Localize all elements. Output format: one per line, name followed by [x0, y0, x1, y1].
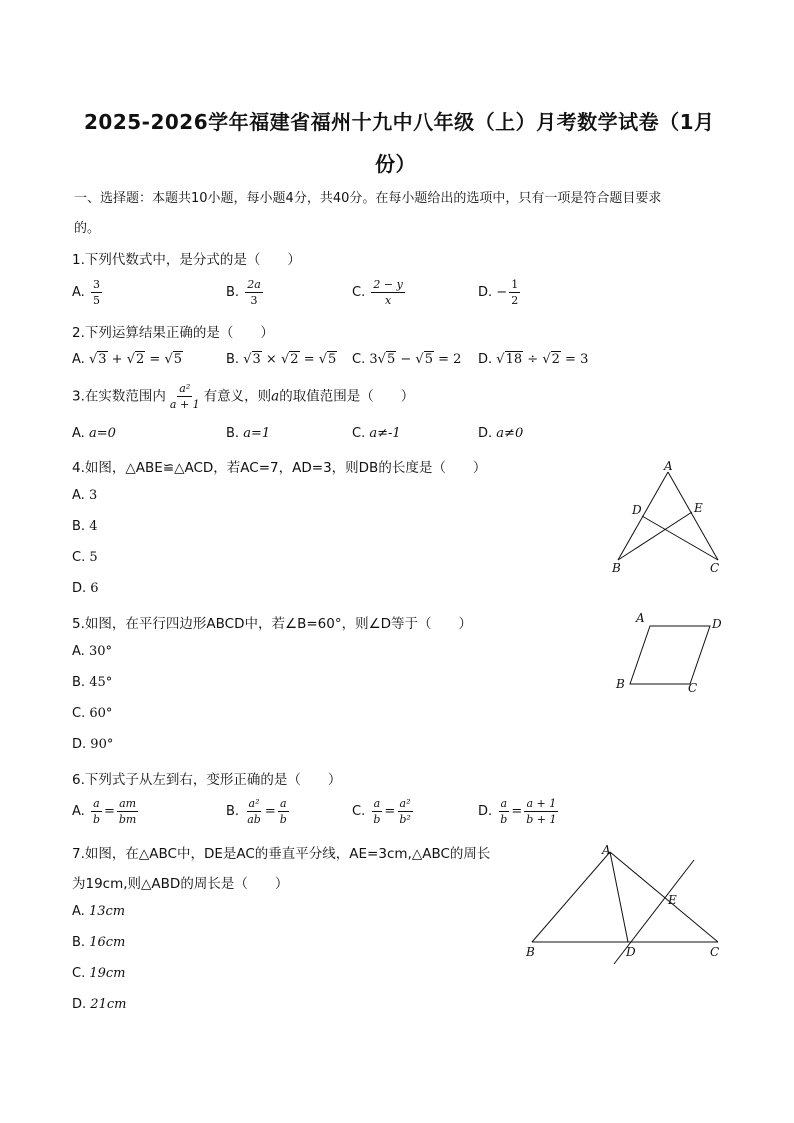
question-6-option-b: [226, 797, 291, 826]
question-2-option-c: [352, 352, 461, 367]
option-text: 90°: [90, 737, 114, 752]
segment-ac: [610, 852, 718, 942]
equals: =: [303, 352, 315, 367]
fraction: [371, 278, 404, 307]
denominator: bm: [118, 813, 137, 826]
option-label: C.: [72, 966, 86, 981]
radicand: 3: [252, 352, 261, 367]
fraction: [509, 278, 520, 307]
radicand: 18: [505, 352, 523, 367]
question-3-option-a: [72, 426, 116, 441]
fraction: [524, 797, 558, 826]
point-label-c: C: [688, 681, 698, 695]
sqrt: √5: [415, 352, 433, 367]
point-label-d: D: [712, 617, 722, 631]
equals: = 2: [438, 352, 462, 367]
option-label: D.: [72, 737, 87, 752]
sqrt: √18: [496, 352, 523, 367]
option-text: a=0: [88, 426, 116, 441]
sqrt: √5: [318, 352, 337, 367]
point-label-d: D: [632, 503, 642, 517]
question-1-stem: 1.下列代数式中，是分式的是（ ）: [72, 252, 301, 268]
option-label: A.: [72, 904, 85, 919]
segment-be: [618, 512, 692, 560]
denominator: a + 1: [169, 398, 200, 411]
equals: =: [384, 804, 396, 819]
option-label: A.: [72, 352, 85, 367]
question-7-option-d: [72, 997, 126, 1012]
point-label-a: A: [636, 611, 645, 625]
numerator: am: [119, 797, 137, 810]
option-text: 30°: [88, 644, 112, 659]
option-label: B.: [72, 675, 86, 690]
segment-ab: [618, 472, 668, 560]
option-label: D.: [478, 804, 493, 819]
minus-sign: −: [496, 285, 508, 300]
operator: −: [400, 352, 412, 367]
fraction: [168, 382, 202, 411]
option-text: 13cm: [88, 904, 126, 919]
fraction: [371, 797, 382, 826]
question-4-stem: 4.如图，△ABE≌△ACD，若AC=7，AD=3，则DB的长度是（ ）: [72, 460, 487, 476]
point-label-e: E: [668, 893, 677, 907]
numerator: a: [93, 797, 100, 810]
sqrt: √5: [377, 352, 396, 367]
point-label-c: C: [710, 561, 720, 575]
denominator: 2: [511, 294, 519, 307]
question-7-figure: [516, 838, 742, 968]
section-instructions-line2: 的。: [74, 221, 101, 236]
point-label-a: A: [664, 459, 673, 473]
option-text: 45°: [89, 675, 113, 690]
question-7-option-a: [72, 904, 125, 919]
point-label-a: A: [602, 843, 611, 857]
radicand: 5: [173, 352, 183, 367]
option-text: 60°: [89, 706, 113, 721]
option-label: A.: [72, 644, 85, 659]
option-label: A.: [72, 426, 85, 441]
option-text: 5: [89, 550, 98, 565]
option-label: A.: [72, 804, 85, 819]
operator: +: [111, 352, 123, 367]
question-5-option-a: [72, 644, 112, 659]
fraction: [278, 797, 289, 826]
stem-text: 有意义，则: [203, 388, 272, 405]
option-label: C.: [352, 285, 366, 300]
option-label: C.: [72, 550, 86, 565]
numerator: a: [279, 797, 287, 810]
stem-text: 的取值范围是（ ）: [279, 388, 415, 405]
segment-ac: [668, 472, 718, 560]
radicand: 3: [98, 352, 107, 367]
question-5-option-c: [72, 706, 112, 721]
option-text: a≠-1: [369, 426, 401, 441]
option-text: 21cm: [90, 997, 127, 1012]
option-text: 3: [88, 488, 98, 503]
option-label: C.: [352, 352, 366, 367]
segment-ad: [610, 852, 628, 942]
radicand: 5: [386, 352, 396, 367]
question-7-option-b: [72, 935, 125, 950]
question-4-option-b: [72, 519, 97, 534]
numerator: a²: [399, 797, 411, 810]
numerator: 2 − y: [373, 278, 403, 291]
segment-dc: [642, 516, 718, 560]
option-label: C.: [352, 426, 366, 441]
option-label: D.: [478, 352, 493, 367]
sqrt: √2: [126, 352, 145, 367]
option-label: B.: [72, 519, 86, 534]
coefficient: 3: [369, 352, 378, 367]
fraction: [397, 797, 412, 826]
question-7-option-c: [72, 966, 126, 981]
point-label-b: B: [616, 677, 625, 691]
denominator: b: [500, 813, 508, 826]
radicand: 2: [290, 352, 299, 367]
equals: =: [264, 804, 276, 819]
option-label: A.: [72, 285, 85, 300]
denominator: 3: [250, 294, 258, 307]
equals: =: [103, 804, 115, 819]
question-5-stem: 5.如图，在平行四边形ABCD中，若∠B=60°，则∠D等于（ ）: [72, 616, 473, 632]
option-text: 6: [90, 581, 99, 596]
exam-title-line2: 份）: [375, 152, 416, 176]
denominator: b + 1: [526, 813, 557, 826]
question-3-option-d: [478, 426, 523, 441]
equals: =: [149, 352, 161, 367]
numerator: a²: [179, 382, 191, 395]
radicand: 2: [136, 352, 145, 367]
fraction: [245, 278, 263, 307]
fraction: [91, 278, 102, 307]
option-label: D.: [478, 426, 493, 441]
question-6-stem: 6.下列式子从左到右，变形正确的是（ ）: [72, 772, 342, 788]
operator: ×: [265, 352, 277, 367]
option-text: 16cm: [89, 935, 126, 950]
question-1-option-b: [226, 278, 265, 307]
point-label-c: C: [710, 945, 720, 959]
numerator: 2a: [247, 278, 261, 291]
exam-title-line1: 2025-2026学年福建省福州十九中八年级（上）月考数学试卷（1月: [84, 110, 715, 134]
option-label: B.: [72, 935, 86, 950]
parallelogram-abcd: [630, 626, 710, 684]
option-label: B.: [226, 352, 240, 367]
question-5-option-d: [72, 737, 113, 752]
fraction: [498, 797, 509, 826]
numerator: a: [500, 797, 508, 810]
fraction: [91, 797, 102, 826]
option-label: C.: [72, 706, 86, 721]
question-2-option-b: [226, 352, 337, 367]
question-1-option-c: [352, 278, 407, 307]
option-label: D.: [72, 997, 87, 1012]
question-5-figure: [608, 608, 734, 700]
denominator: ab: [247, 813, 261, 826]
denominator: b: [92, 813, 100, 826]
fraction: [117, 797, 138, 826]
sqrt: √2: [280, 352, 299, 367]
option-label: B.: [226, 285, 240, 300]
question-6-option-d: [478, 797, 561, 826]
denominator: b²: [399, 813, 411, 826]
question-2-option-d: [478, 352, 588, 367]
question-5-option-b: [72, 675, 112, 690]
radicand: 5: [328, 352, 337, 367]
operator: ÷: [527, 352, 539, 367]
section-instructions-line1: 一、选择题：本题共10小题，每小题4分，共40分。在每小题给出的选项中，只有一项是符合题目要求: [74, 191, 662, 206]
equals: = 3: [565, 352, 589, 367]
question-1-option-d: [478, 278, 522, 307]
option-label: D.: [72, 581, 87, 596]
variable: a: [271, 388, 280, 405]
radicand: 2: [551, 352, 560, 367]
question-6-option-c: [352, 797, 415, 826]
option-label: B.: [226, 426, 240, 441]
radicand: 5: [424, 352, 433, 367]
numerator: a + 1: [526, 797, 557, 810]
question-1-option-a: [72, 278, 104, 307]
option-label: D.: [478, 285, 493, 300]
option-label: B.: [226, 804, 240, 819]
question-3-option-b: [226, 426, 270, 441]
question-2-stem: 2.下列运算结果正确的是（ ）: [72, 325, 274, 341]
stem-text: 3.在实数范围内: [72, 388, 166, 405]
point-label-d: D: [626, 945, 636, 959]
question-2-option-a: [72, 352, 183, 367]
sqrt: √3: [88, 352, 107, 367]
question-6-option-a: [72, 797, 140, 826]
question-7-stem-line2: 为19cm,则△ABD的周长是（ ）: [72, 876, 289, 892]
option-text: a=1: [243, 426, 271, 441]
denominator: b: [279, 813, 287, 826]
numerator: 1: [511, 278, 519, 291]
question-4-option-d: [72, 581, 99, 596]
numerator: a: [373, 797, 381, 810]
fraction: [245, 797, 263, 826]
question-3-stem: [72, 382, 414, 411]
numerator: a²: [248, 797, 260, 810]
option-text: 19cm: [89, 966, 126, 981]
point-label-e: E: [694, 501, 703, 515]
sqrt: √3: [243, 352, 261, 367]
option-label: C.: [352, 804, 366, 819]
numerator: 3: [92, 278, 100, 291]
question-4-option-c: [72, 550, 98, 565]
question-4-figure: [600, 456, 740, 576]
segment-ab: [532, 852, 610, 942]
equals: =: [511, 804, 523, 819]
option-text: a≠0: [496, 426, 524, 441]
option-label: A.: [72, 488, 85, 503]
denominator: b: [373, 813, 381, 826]
denominator: x: [384, 294, 392, 307]
question-4-option-a: [72, 488, 97, 503]
denominator: 5: [92, 294, 100, 307]
option-text: 4: [89, 519, 98, 534]
point-label-b: B: [526, 945, 535, 959]
question-3-option-c: [352, 426, 401, 441]
point-label-b: B: [612, 561, 621, 575]
sqrt: √2: [542, 352, 560, 367]
question-7-stem-line1: 7.如图，在△ABC中，DE是AC的垂直平分线，AE=3cm,△ABC的周长: [72, 846, 491, 862]
sqrt: √5: [164, 352, 183, 367]
